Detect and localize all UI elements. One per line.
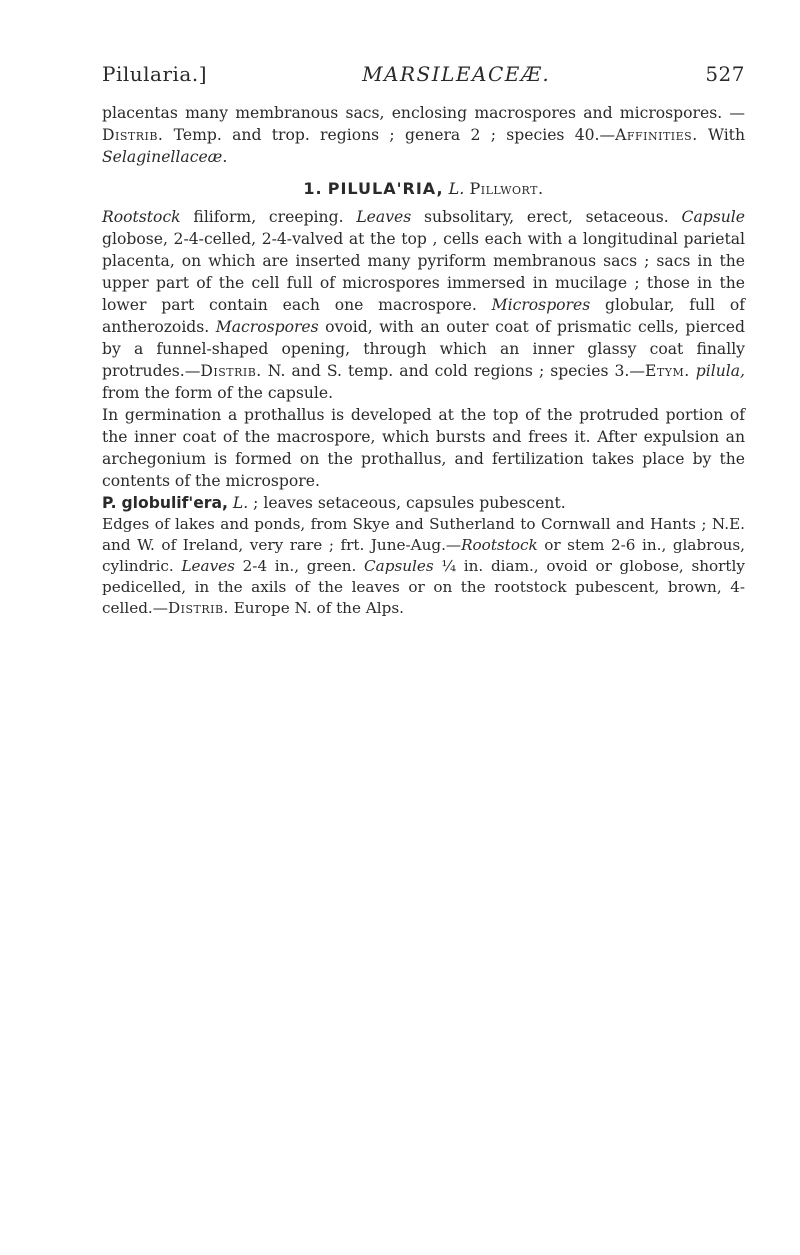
intro-text-2: Temp. and trop. regions ; genera 2 ; species 40.— xyxy=(163,126,616,144)
label-microspores: Microspores xyxy=(491,296,591,314)
intro-affinities-label: Affinities. xyxy=(615,126,698,144)
genus-name: PILULA'RIA, xyxy=(327,179,444,198)
running-header xyxy=(102,62,745,86)
desc-text: ovoid, with an outer coat of prismatic cells, pierced by a funnel-shaped opening, through which an inner glassy coat finally protrudes.— xyxy=(102,318,745,380)
species-text: Edges of lakes and ponds, from Skye and Sutherland to Cornwall and Hants ; N.E. and W. of Ireland, very rare ; frt. June-Aug.— xyxy=(102,515,745,554)
desc-text: subsolitary, erect, setaceous. xyxy=(411,208,682,226)
species-author: L. xyxy=(232,494,249,512)
species-name: globulif'era, xyxy=(121,494,228,512)
intro-with-family: Selaginellaceæ. xyxy=(102,148,228,166)
label-macrospores: Macrospores xyxy=(215,318,319,336)
species-genus-abbr: P. xyxy=(102,494,117,512)
header-center: MARSILEACEÆ. xyxy=(362,62,551,86)
label-rootstock: Rootstock xyxy=(461,536,538,554)
header-left: Pilularia.] xyxy=(102,62,207,86)
desc-text: globular, full of antherozoids. xyxy=(102,296,745,336)
species-description xyxy=(102,514,745,619)
desc-text: N. and S. temp. and cold regions ; species 3.— xyxy=(261,362,645,380)
genus-author: L. xyxy=(448,179,465,198)
etym-word: pilula, xyxy=(695,362,745,380)
distrib-label: Distrib. xyxy=(167,599,229,617)
page-body xyxy=(102,102,745,619)
species-text: or stem 2-6 in., glabrous, cylindric. xyxy=(102,536,745,575)
desc-text: globose, 2-4-celled, 2-4-valved at the top , cells each with a longitudinal parietal placenta, on which are inserted many pyriform membranous sacs ; sacs in the upper part of the cell full of microspores immersed in mucilage ; those in the lower part contain each one macrospore. xyxy=(102,230,745,314)
intro-distrib-label: Distrib. xyxy=(102,126,164,144)
etym-label: Etym. xyxy=(644,362,690,380)
intro-text-1: placentas many membranous sacs, enclosing macrospores and microspores. — xyxy=(102,104,745,122)
desc-text: from the form of the capsule. xyxy=(102,384,334,402)
distrib-label: Distrib. xyxy=(200,362,262,380)
species-text: 2-4 in., green. xyxy=(234,557,365,575)
germination-paragraph: In germination a prothallus is developed at the top of the protruded portion of the inner coat of the macrospore, which bursts and frees it. After expulsion an archegonium is formed on the prothallus, and fertilization takes place by the contents of the microspore. xyxy=(102,406,745,490)
species-short-desc: ; leaves setaceous, capsules pubescent. xyxy=(248,494,566,512)
intro-text-3: With xyxy=(697,126,745,144)
label-leaves: Leaves xyxy=(181,557,235,575)
genus-common-name: Pillwort. xyxy=(469,179,544,198)
genus-heading xyxy=(102,178,745,200)
label-capsules: Capsules xyxy=(364,557,434,575)
intro-paragraph xyxy=(102,102,745,168)
genus-description xyxy=(102,206,745,404)
desc-text: filiform, creeping. xyxy=(180,208,357,226)
species-text: Europe N. of the Alps. xyxy=(228,599,404,617)
label-capsule: Capsule xyxy=(681,208,746,226)
species-heading xyxy=(102,492,745,514)
genus-number: 1. xyxy=(303,179,323,198)
label-rootstock: Rootstock xyxy=(102,208,181,226)
page-number: 527 xyxy=(705,62,745,86)
label-leaves: Leaves xyxy=(356,208,412,226)
species-text: ¼ in. diam., ovoid or globose, shortly pedicelled, in the axils of the leaves or on the rootstock pubescent, brown, 4-celled.— xyxy=(102,557,745,617)
